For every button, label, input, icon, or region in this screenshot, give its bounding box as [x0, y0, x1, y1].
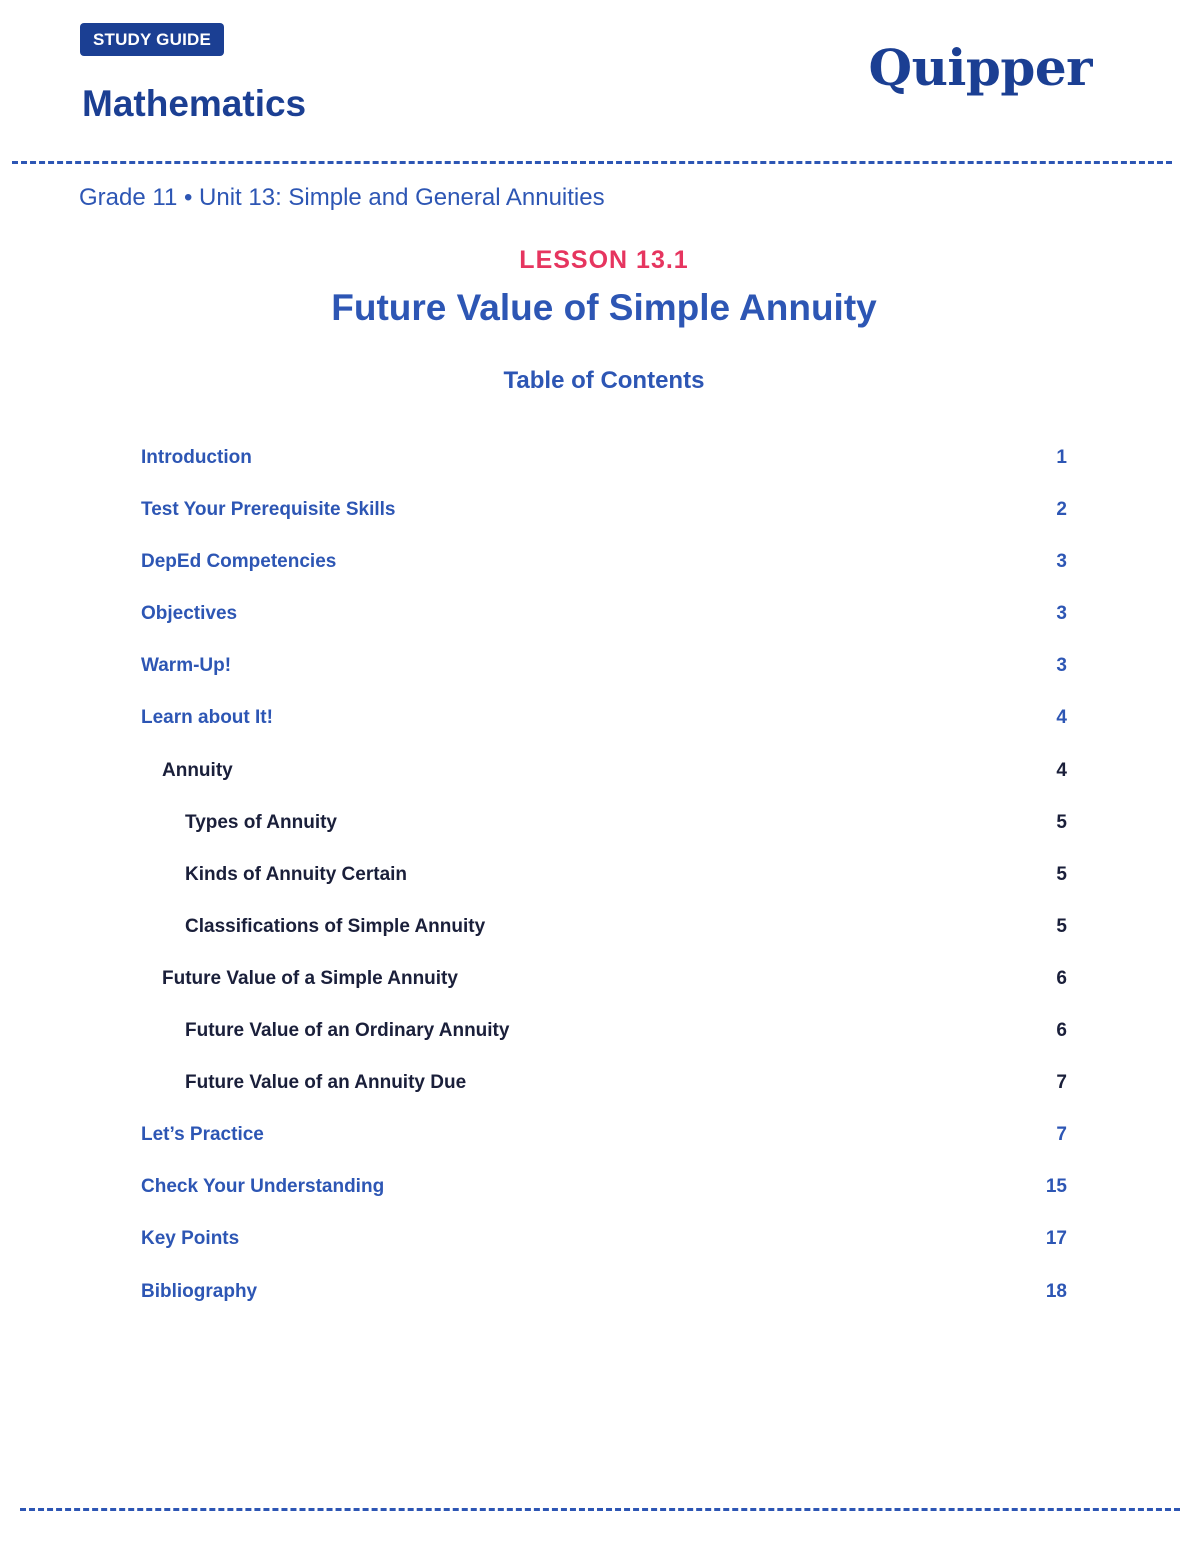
toc-entry-label[interactable]: Future Value of an Annuity Due — [185, 1072, 467, 1094]
toc-entry-page-number: 3 — [1056, 655, 1067, 677]
toc-entry-label[interactable]: Introduction — [141, 447, 252, 468]
toc-entry-label[interactable]: Kinds of Annuity Certain — [185, 863, 408, 885]
toc-entry-page-number: 2 — [1056, 499, 1067, 521]
toc-entry-page-number: 5 — [1056, 863, 1067, 885]
toc-entry-page-number: 4 — [1056, 707, 1067, 729]
toc-entry-label[interactable]: Classifications of Simple Annuity — [185, 915, 486, 937]
toc-entry-label[interactable]: Bibliography — [141, 1280, 258, 1302]
toc-entry[interactable] — [0, 755, 1200, 807]
toc-entry-page-number: 6 — [1056, 967, 1067, 989]
toc-entry[interactable] — [0, 1015, 1200, 1067]
toc-entry-page-number: 3 — [1056, 551, 1067, 573]
toc-entry[interactable] — [0, 807, 1200, 859]
toc-entry[interactable] — [0, 963, 1200, 1015]
toc-entry[interactable] — [0, 650, 1200, 702]
unit-line: Grade 11 • Unit 13: Simple and General Annuities — [79, 184, 605, 211]
toc-entry-page-number: 15 — [1045, 1176, 1067, 1198]
bottom-dashed-divider — [20, 1508, 1180, 1511]
toc-entry-page-number: 7 — [1056, 1072, 1067, 1094]
toc-entry-page-number: 4 — [1056, 759, 1067, 781]
lesson-title: Future Value of Simple Annuity — [331, 287, 877, 328]
subject-title: Mathematics — [82, 83, 307, 124]
toc-entry-label[interactable]: Learn about It! — [141, 707, 273, 729]
lesson-label: LESSON 13.1 — [519, 246, 689, 274]
toc-entry-page-number: 7 — [1056, 1124, 1067, 1146]
toc-entry[interactable] — [0, 859, 1200, 911]
toc-entry-label[interactable]: Future Value of a Simple Annuity — [162, 967, 458, 989]
toc-entry[interactable] — [0, 1223, 1200, 1275]
toc-entry-label[interactable]: Warm-Up! — [141, 655, 232, 677]
toc-entry-label[interactable]: Check Your Understanding — [141, 1176, 385, 1198]
quipper-logo: Quipper — [868, 38, 1092, 97]
toc-entry[interactable] — [0, 1067, 1200, 1119]
toc-entry-page-number: 1 — [1056, 447, 1067, 468]
table-of-contents — [0, 442, 1200, 1328]
toc-entry[interactable] — [0, 1119, 1200, 1171]
toc-entry[interactable] — [0, 442, 1200, 494]
toc-entry[interactable] — [0, 1171, 1200, 1223]
toc-entry[interactable] — [0, 911, 1200, 963]
toc-entry-label[interactable]: Key Points — [141, 1228, 240, 1250]
toc-entry-page-number: 5 — [1056, 915, 1067, 937]
toc-entry-label[interactable]: Types of Annuity — [185, 811, 337, 833]
toc-entry[interactable] — [0, 546, 1200, 598]
toc-entry[interactable] — [0, 494, 1200, 546]
toc-heading: Table of Contents — [503, 367, 705, 394]
toc-entry[interactable] — [0, 598, 1200, 650]
toc-entry-label[interactable]: Objectives — [141, 603, 238, 625]
toc-entry-label[interactable]: DepEd Competencies — [141, 551, 337, 573]
toc-entry-page-number: 17 — [1045, 1228, 1067, 1250]
toc-entry-label[interactable]: Let’s Practice — [141, 1124, 264, 1146]
toc-entry[interactable] — [0, 702, 1200, 754]
toc-entry-page-number: 5 — [1056, 811, 1067, 833]
toc-entry[interactable] — [0, 1276, 1200, 1328]
toc-entry-page-number: 18 — [1045, 1280, 1067, 1302]
toc-entry-page-number: 6 — [1056, 1020, 1067, 1042]
toc-entry-label[interactable]: Annuity — [162, 759, 233, 781]
toc-entry-page-number: 3 — [1056, 603, 1067, 625]
toc-entry-label[interactable]: Future Value of an Ordinary Annuity — [185, 1020, 510, 1042]
toc-entry-label[interactable]: Test Your Prerequisite Skills — [141, 499, 396, 521]
top-dashed-divider — [12, 161, 1172, 164]
study-guide-badge: STUDY GUIDE — [80, 23, 224, 56]
